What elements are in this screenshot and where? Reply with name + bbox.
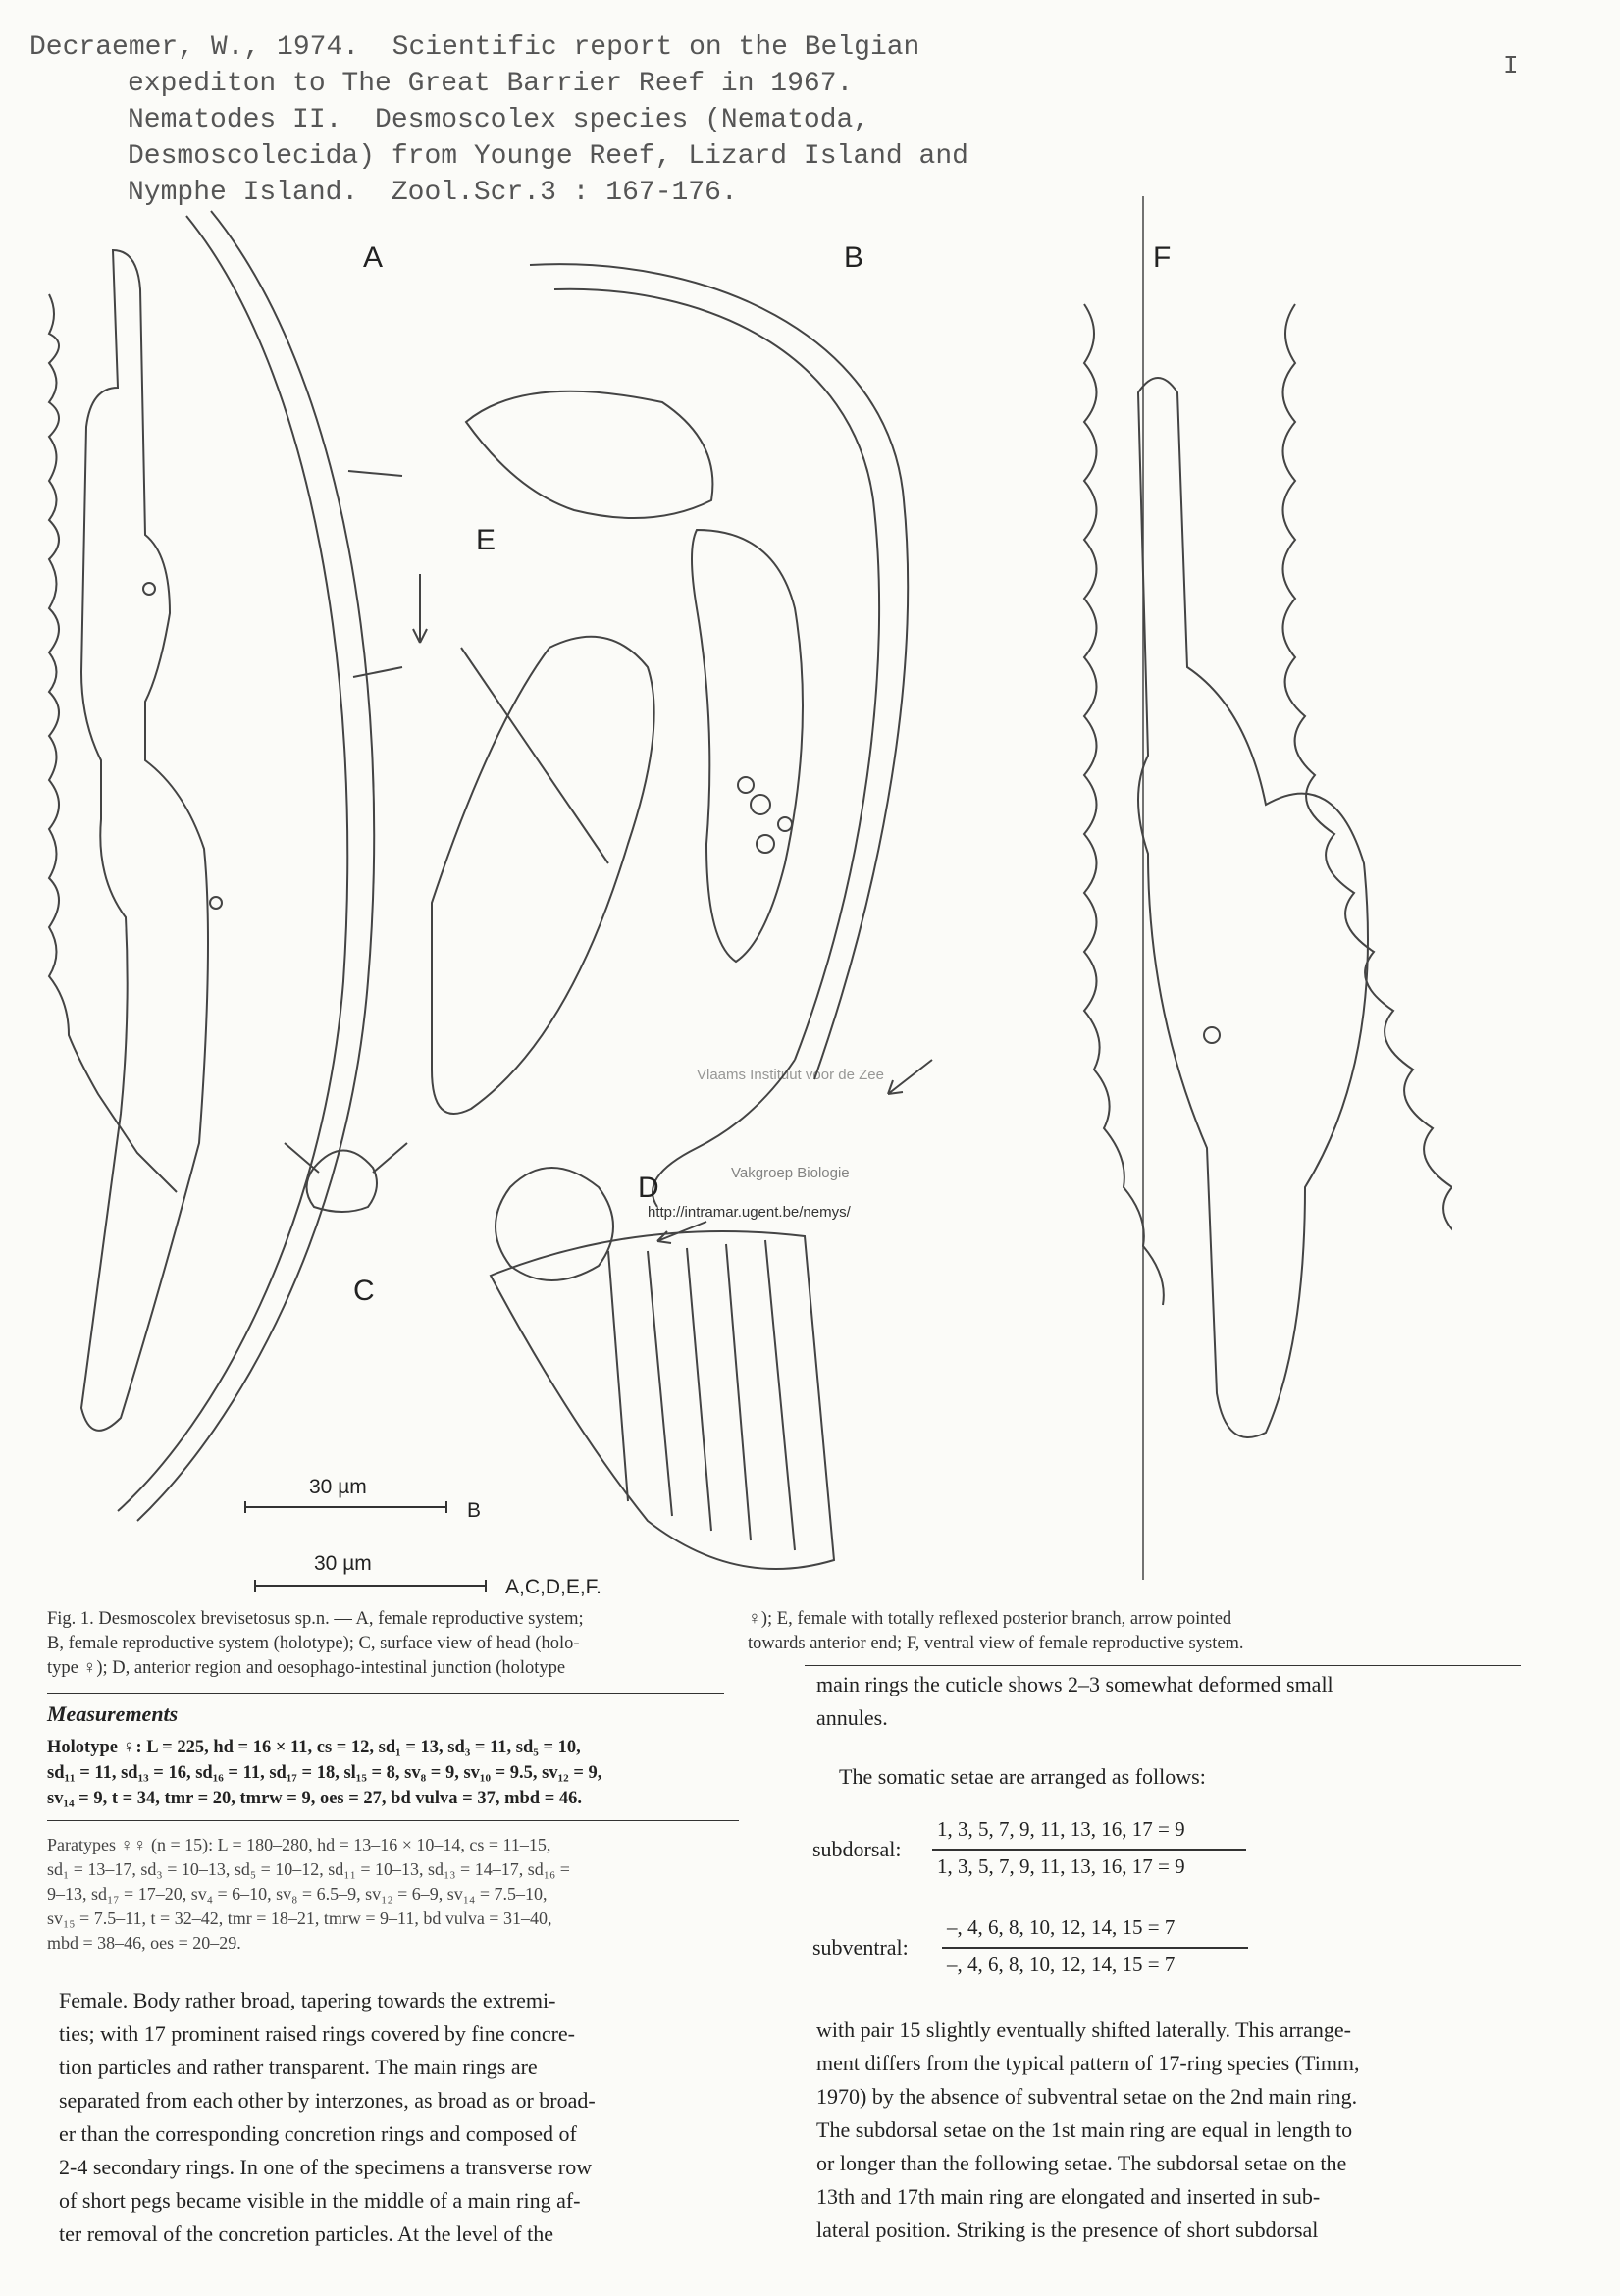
caption-line: type ♀); D, anterior region and oesophago-intestinal junction (holotype (47, 1658, 566, 1678)
caption-rule (47, 1693, 724, 1694)
citation-line: expediton to The Great Barrier Reef in 1967. (128, 69, 854, 99)
body-line: annules. (816, 1705, 888, 1730)
body-line: ment differs from the typical pattern of 17-ring species (Timm, (816, 2051, 1360, 2075)
panel-a-ovary (81, 250, 208, 1431)
citation-line: Nymphe Island. Zool.Scr.3 : 167-176. (128, 178, 738, 208)
paratype-line: 9–13, sd₁₇ = 17–20, sv₄ = 6–10, sv₈ = 6.5–9, sv₁₂ = 6–9, sv₁₄ = 7.5–10, (47, 1884, 548, 1904)
panel-f-left-edge (1084, 304, 1164, 1305)
citation-block (29, 29, 1256, 211)
body-text-right-top (816, 1668, 1503, 1735)
subventral-denominator: –, 4, 6, 8, 10, 12, 14, 15 = 7 (947, 1953, 1176, 1976)
holotype-line: sv₁₄ = 9, t = 34, tmr = 20, tmrw = 9, oes = 27, bd vulva = 37, mbd = 46. (47, 1789, 582, 1808)
paratype-measurements (47, 1833, 734, 1956)
citation-line: Desmoscolecida) from Younge Reef, Lizard Island and (128, 141, 968, 172)
body-line: lateral position. Striking is the presence of short subdorsal (816, 2218, 1319, 2242)
citation-line: Decraemer, W., 1974. Scientific report on the Belgian (29, 32, 920, 63)
caption-line: towards anterior end; F, ventral view of female reproductive system. (748, 1634, 1244, 1653)
body-text-left (59, 1984, 731, 2251)
scalebar-acdef-text: 30 µm (314, 1552, 372, 1575)
scalebar-acdef-label: A,C,D,E,F. (505, 1576, 602, 1598)
holotype-line: Holotype ♀: L = 225, hd = 16 × 11, cs = 12, sd₁ = 13, sd₃ = 11, sd₅ = 10, (47, 1738, 581, 1757)
subventral-numerator: –, 4, 6, 8, 10, 12, 14, 15 = 7 (947, 1915, 1176, 1939)
paratype-line: mbd = 38–46, oes = 20–29. (47, 1933, 241, 1953)
body-line: Female. Body rather broad, tapering towards the extremi- (59, 1988, 556, 2012)
subventral-label: subventral: (812, 1935, 909, 1959)
panel-e-arrow (413, 574, 427, 643)
body-line: er than the corresponding concretion rings and composed of (59, 2121, 577, 2146)
panel-a-left-margin (49, 294, 177, 1192)
subdorsal-fraction-bar (932, 1849, 1246, 1851)
body-line: 2-4 secondary rings. In one of the specimens a transverse row (59, 2155, 593, 2179)
body-line: 13th and 17th main ring are elongated and inserted in sub- (816, 2184, 1321, 2209)
watermark-line1: Vlaams Instituut voor de Zee (697, 1067, 884, 1083)
body-line: tion particles and rather transparent. The main rings are (59, 2055, 538, 2079)
body-line: ties; with 17 prominent raised rings covered by fine concre- (59, 2021, 576, 2046)
body-line: 1970) by the absence of subventral setae on the 2nd main ring. (816, 2084, 1358, 2109)
caption-line: Fig. 1. Desmoscolex brevisetosus sp.n. — A, female reproductive system; (47, 1609, 584, 1629)
panel-c-head (307, 1151, 378, 1213)
body-line: of short pegs became visible in the middle of a main ring af- (59, 2188, 581, 2213)
panel-f-right-edge (1283, 304, 1453, 1305)
body-line: The subdorsal setae on the 1st main ring are equal in length to (816, 2117, 1353, 2142)
body-line: with pair 15 slightly eventually shifted laterally. This arrange- (816, 2017, 1351, 2042)
subdorsal-label: subdorsal: (812, 1837, 902, 1861)
citation-line: Nematodes II. Desmoscolex species (Nematoda, (128, 105, 870, 135)
measurements-rule (47, 1820, 739, 1821)
caption-rule-right (805, 1665, 1521, 1666)
scalebar-b-text: 30 µm (309, 1476, 367, 1498)
panel-label-c: C (353, 1275, 375, 1307)
scalebar-b-label: B (467, 1499, 482, 1522)
body-line: or longer than the following setae. The subdorsal setae on the (816, 2151, 1347, 2175)
panel-d-head (496, 1168, 613, 1280)
holotype-line: sd₁₁ = 11, sd₁₃ = 16, sd₁₆ = 11, sd₁₇ = 18, sl₁₅ = 8, sv₈ = 9, sv₁₀ = 9.5, sv₁₂ = 9, (47, 1763, 602, 1783)
body-line: main rings the cuticle shows 2–3 somewhat deformed small (816, 1672, 1333, 1696)
page-mark: I (1503, 51, 1519, 80)
watermark-line2: Vakgroep Biologie (731, 1165, 850, 1181)
panel-b-ovary-anterior (466, 391, 712, 518)
panel-label-b: B (844, 241, 864, 274)
body-line: ter removal of the concretion particles. At the level of the (59, 2221, 553, 2246)
measurements-heading: Measurements (47, 1701, 179, 1726)
panel-e-tube (432, 637, 654, 1114)
subdorsal-denominator: 1, 3, 5, 7, 9, 11, 13, 16, 17 = 9 (937, 1854, 1185, 1878)
panel-f-ovary (1138, 378, 1368, 1437)
panel-b-inner-cuticle (554, 289, 879, 1060)
figure-caption-left (47, 1607, 734, 1681)
panel-label-f: F (1153, 241, 1172, 274)
paratype-line: Paratypes ♀♀ (n = 15): L = 180–280, hd = 13–16 × 10–14, cs = 11–15, (47, 1835, 551, 1854)
watermark-url: http://intramar.ugent.be/nemys/ (648, 1204, 851, 1221)
panel-label-a: A (363, 241, 384, 274)
caption-line: B, female reproductive system (holotype); C, surface view of head (holo- (47, 1634, 580, 1653)
panel-b-arrow (888, 1060, 932, 1094)
figure-illustration (20, 196, 1452, 1599)
panel-a-cuticle (137, 211, 374, 1521)
body-line: separated from each other by interzones, as broad as or broad- (59, 2088, 596, 2113)
caption-line: ♀); E, female with totally reflexed posterior branch, arrow pointed (748, 1609, 1232, 1629)
body-text-right-bottom (816, 2013, 1503, 2247)
setae-intro: The somatic setae are arranged as follows: (839, 1764, 1206, 1789)
figure-caption-right (748, 1607, 1454, 1656)
panel-b-ovary-posterior (692, 530, 803, 962)
holotype-measurements (47, 1735, 734, 1811)
paratype-line: sv₁₅ = 7.5–11, t = 32–42, tmr = 18–21, tmrw = 9–11, bd vulva = 31–40, (47, 1908, 552, 1928)
subdorsal-numerator: 1, 3, 5, 7, 9, 11, 13, 16, 17 = 9 (937, 1817, 1185, 1841)
paratype-line: sd₁ = 13–17, sd₃ = 10–13, sd₅ = 10–12, sd₁₁ = 10–13, sd₁₃ = 14–17, sd₁₆ = (47, 1859, 570, 1879)
subventral-fraction-bar (942, 1947, 1248, 1949)
panel-label-e: E (476, 524, 496, 556)
panel-label-d: D (638, 1172, 659, 1204)
